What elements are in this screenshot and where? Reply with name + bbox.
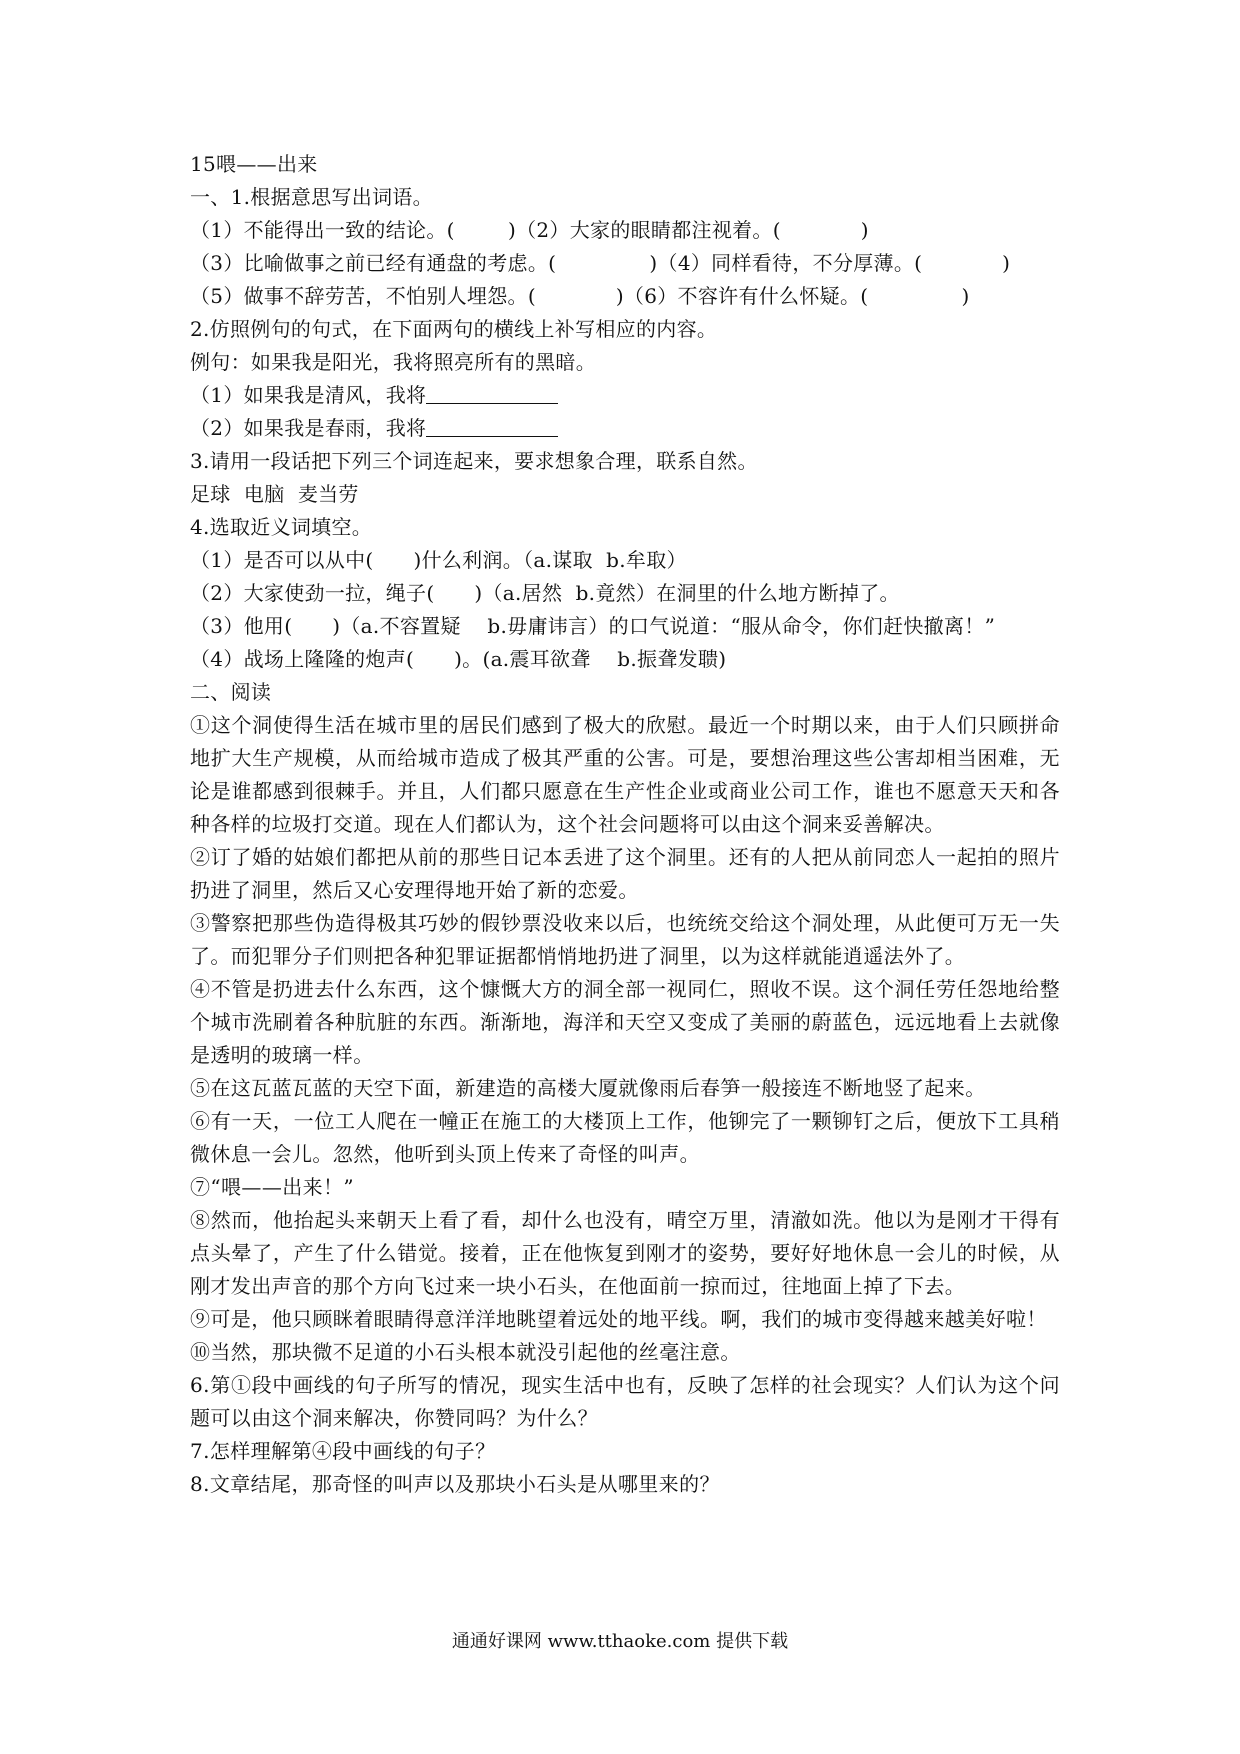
reading-paragraph: ①这个洞使得生活在城市里的居民们感到了极大的欣慰。最近一个时期以来，由于人们只顾拼命地扩大生产规模，从而给城市造成了极其严重的公害。可是，要想治理这些公害却相当困难，无论是谁都感到很棘手。并且，人们都只愿意在生产性企业或商业公司工作，谁也不愿意天天和各种各样的垃圾打交道。现在人们都认为，这个社会问题将可以由这个洞来妥善解决。 — [190, 713, 1060, 836]
reading-paragraph: ⑨可是，他只顾眯着眼睛得意洋洋地眺望着远处的地平线。啊，我们的城市变得越来越美好啦！ — [190, 1307, 1047, 1331]
fill-in-blank-line — [426, 383, 558, 404]
section1-heading: 一、1.根据意思写出词语。 — [190, 185, 433, 209]
q4-item: （4）战场上隆隆的炮声( )。(a.震耳欲聋 b.振聋发聩) — [190, 647, 727, 671]
q2-item — [190, 412, 1060, 445]
section2-heading: 二、阅读 — [190, 680, 272, 704]
q1-item: （3）比喻做事之前已经有通盘的考虑。( )（4）同样看待，不分厚薄。( ) — [190, 251, 1011, 275]
reading-paragraph: ②订了婚的姑娘们都把从前的那些日记本丢进了这个洞里。还有的人把从前同恋人一起拍的照片扔进了洞里，然后又心安理得地开始了新的恋爱。 — [190, 845, 1060, 902]
question-item: 7.怎样理解第④段中画线的句子？ — [190, 1439, 496, 1463]
page-footer: 通通好课网 www.tthaoke.com 提供下载 — [451, 1631, 789, 1652]
q2-item-text: （2）如果我是春雨，我将 — [190, 416, 427, 440]
q4-item: （3）他用( )（a.不容置疑 b.毋庸讳言）的口气说道：“服从命令，你们赶快撤离！” — [190, 614, 996, 638]
reading-paragraph: ⑧然而，他抬起头来朝天上看了看，却什么也没有，晴空万里，清澈如洗。他以为是刚才干得有点头晕了，产生了什么错觉。接着，正在他恢复到刚才的姿势，要好好地休息一会儿的时候，从刚才发出声音的那个方向飞过来一块小石头，在他面前一掠而过，往地面上掉了下去。 — [190, 1208, 1060, 1298]
fill-in-blank-line — [426, 416, 558, 437]
reading-paragraph: ⑦“喂——出来！” — [190, 1175, 355, 1199]
q2-item-text: （1）如果我是清风，我将 — [190, 383, 427, 407]
reading-paragraph: ⑥有一天，一位工人爬在一幢正在施工的大楼顶上工作，他铆完了一颗铆钉之后，便放下工具稍微休息一会儿。忽然，他听到头顶上传来了奇怪的叫声。 — [190, 1109, 1060, 1166]
reading-paragraph: ③警察把那些伪造得极其巧妙的假钞票没收来以后，也统统交给这个洞处理，从此便可万无一失了。而犯罪分子们则把各种犯罪证据都悄悄地扔进了洞里，以为这样就能逍遥法外了。 — [190, 911, 1060, 968]
reading-paragraph: ⑤在这瓦蓝瓦蓝的天空下面，新建造的高楼大厦就像雨后春笋一般接连不断地竖了起来。 — [190, 1076, 986, 1100]
document-title: 15喂——出来 — [190, 152, 318, 176]
q2-example: 例句：如果我是阳光，我将照亮所有的黑暗。 — [190, 350, 596, 374]
reading-paragraph: ⑩当然，那块微不足道的小石头根本就没引起他的丝毫注意。 — [190, 1340, 741, 1364]
q4-item: （2）大家使劲一拉，绳子( )（a.居然 b.竟然）在洞里的什么地方断掉了。 — [190, 581, 900, 605]
q3-words: 足球 电脑 麦当劳 — [190, 482, 359, 506]
q2-heading: 2.仿照例句的句式，在下面两句的横线上补写相应的内容。 — [190, 317, 718, 341]
q2-item — [190, 379, 1060, 412]
q1-item: （5）做事不辞劳苦，不怕别人埋怨。( )（6）不容许有什么怀疑。( ) — [190, 284, 970, 308]
q3-heading: 3.请用一段话把下列三个词连起来，要求想象合理，联系自然。 — [190, 449, 758, 473]
q4-heading: 4.选取近义词填空。 — [190, 515, 373, 539]
reading-paragraph: ④不管是扔进去什么东西，这个慷慨大方的洞全部一视同仁，照收不误。这个洞任劳任怨地给整个城市洗刷着各种肮脏的东西。渐渐地，海洋和天空又变成了美丽的蔚蓝色，远远地看上去就像是透明的玻璃一样。 — [190, 977, 1060, 1067]
question-item: 6.第①段中画线的句子所写的情况，现实生活中也有，反映了怎样的社会现实？人们认为这个问题可以由这个洞来解决，你赞同吗？为什么？ — [190, 1373, 1060, 1430]
question-item: 8.文章结尾，那奇怪的叫声以及那块小石头是从哪里来的？ — [190, 1472, 720, 1496]
q1-item: （1）不能得出一致的结论。( )（2）大家的眼睛都注视着。( ) — [190, 218, 869, 242]
document-body — [190, 148, 1060, 1501]
q4-item: （1）是否可以从中( )什么利润。（a.谋取 b.牟取） — [190, 548, 687, 572]
